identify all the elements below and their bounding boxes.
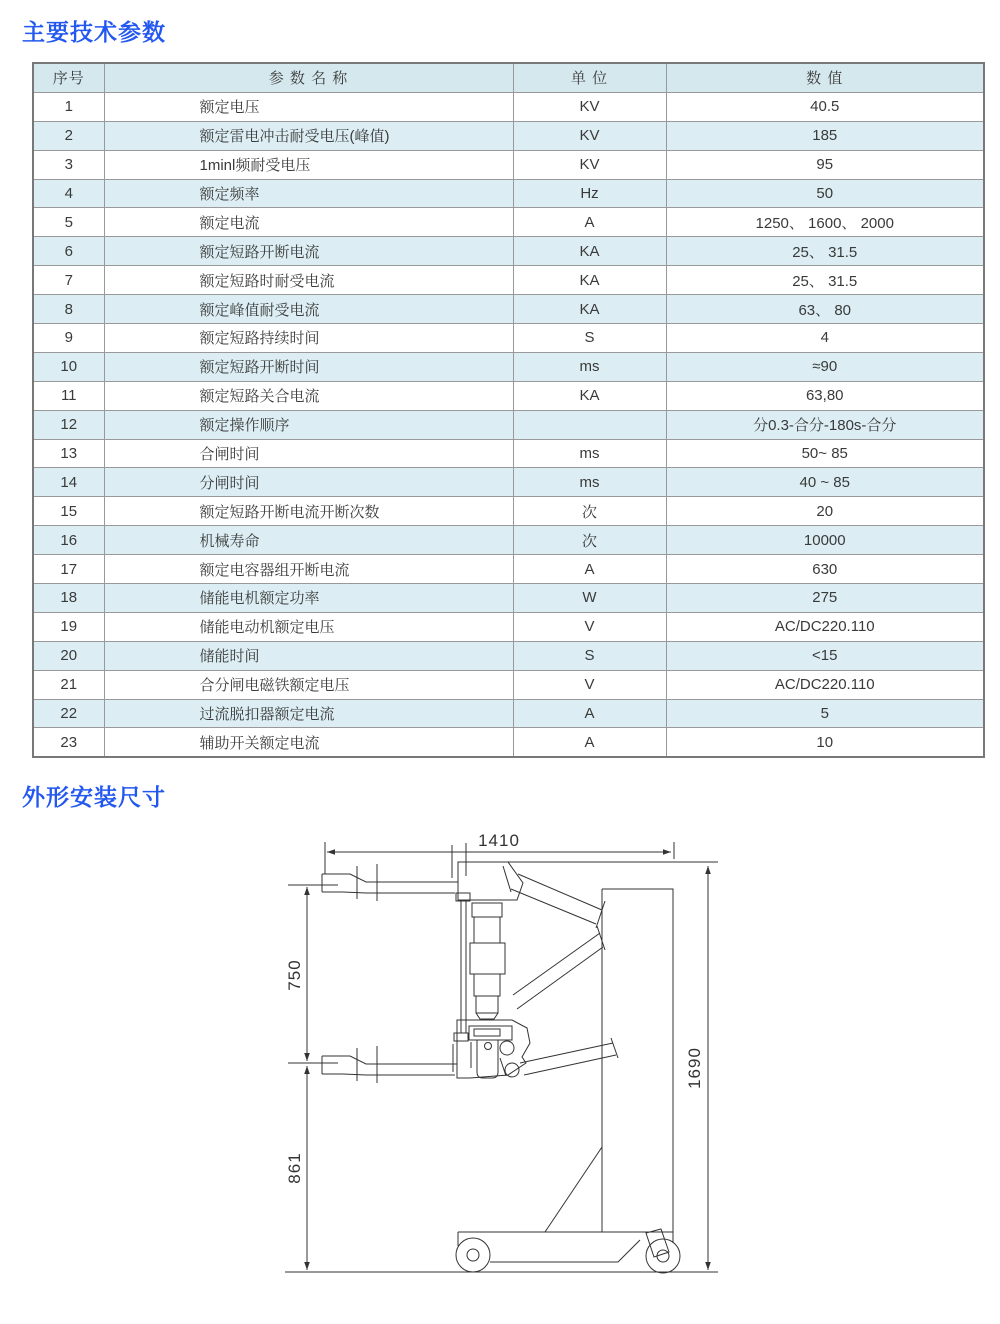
row-no: 21 [33, 670, 104, 699]
param-name: 额定频率 [104, 179, 513, 208]
param-value: 50~ 85 [666, 439, 984, 468]
row-no: 14 [33, 468, 104, 497]
param-unit: KV [513, 150, 666, 179]
param-unit: KV [513, 121, 666, 150]
row-no: 13 [33, 439, 104, 468]
row-no: 15 [33, 497, 104, 526]
row-no: 11 [33, 381, 104, 410]
param-unit: Hz [513, 179, 666, 208]
param-value: 1250、 1600、 2000 [666, 208, 984, 237]
param-name: 储能时间 [104, 641, 513, 670]
operating-mechanism [457, 1020, 530, 1078]
param-name: 额定短路开断时间 [104, 352, 513, 381]
param-name: 额定短路关合电流 [104, 381, 513, 410]
param-value: <15 [666, 641, 984, 670]
param-value: 10000 [666, 526, 984, 555]
param-unit [513, 410, 666, 439]
param-unit: A [513, 208, 666, 237]
table-row [33, 92, 984, 121]
table-row [33, 555, 984, 584]
table-row [33, 179, 984, 208]
dim-1690-label: 1690 [685, 1047, 704, 1089]
trolley-chassis [456, 1147, 680, 1273]
row-no: 17 [33, 555, 104, 584]
param-value: AC/DC220.110 [666, 612, 984, 641]
row-no: 18 [33, 584, 104, 613]
table-row [33, 699, 984, 728]
outline-drawing [270, 825, 740, 1295]
table-row [33, 410, 984, 439]
dim-861-label: 861 [285, 1152, 304, 1184]
param-value: 分0.3-合分-180s-合分 [666, 410, 984, 439]
param-name: 额定雷电冲击耐受电压(峰值) [104, 121, 513, 150]
param-name: 1minl频耐受电压 [104, 150, 513, 179]
param-unit: 次 [513, 526, 666, 555]
header-no: 序号 [33, 63, 104, 92]
param-value: 275 [666, 584, 984, 613]
table-row [33, 526, 984, 555]
table-row [33, 612, 984, 641]
table-header-row [33, 63, 984, 92]
row-no: 2 [33, 121, 104, 150]
table-row [33, 150, 984, 179]
param-name: 分闸时间 [104, 468, 513, 497]
param-name: 合闸时间 [104, 439, 513, 468]
header-name: 参 数 名 称 [104, 63, 513, 92]
param-unit: 次 [513, 497, 666, 526]
header-value: 数 值 [666, 63, 984, 92]
table-row [33, 266, 984, 295]
param-value: ≈90 [666, 352, 984, 381]
param-value: 5 [666, 699, 984, 728]
param-unit: S [513, 324, 666, 353]
param-name: 储能电动机额定电压 [104, 612, 513, 641]
param-name: 额定短路时耐受电流 [104, 266, 513, 295]
dim-750-label: 750 [285, 959, 304, 991]
param-value: 25、 31.5 [666, 266, 984, 295]
param-unit: ms [513, 439, 666, 468]
section-title-outline: 外形安装尺寸 [22, 784, 166, 810]
param-name: 辅助开关额定电流 [104, 728, 513, 757]
param-unit: V [513, 612, 666, 641]
param-value: 4 [666, 324, 984, 353]
param-unit: S [513, 641, 666, 670]
param-value: 25、 31.5 [666, 237, 984, 266]
param-name: 额定峰值耐受电流 [104, 295, 513, 324]
row-no: 10 [33, 352, 104, 381]
param-unit: W [513, 584, 666, 613]
param-unit: KA [513, 237, 666, 266]
table-row [33, 237, 984, 266]
table-row [33, 324, 984, 353]
param-name: 额定操作顺序 [104, 410, 513, 439]
middle-insulator-arm [513, 926, 605, 1009]
row-no: 16 [33, 526, 104, 555]
param-name: 额定电流 [104, 208, 513, 237]
row-no: 3 [33, 150, 104, 179]
param-unit: KA [513, 295, 666, 324]
table-row [33, 352, 984, 381]
param-name: 储能电机额定功率 [104, 584, 513, 613]
table-row [33, 208, 984, 237]
section-title-parameters: 主要技术参数 [22, 19, 166, 45]
row-no: 1 [33, 92, 104, 121]
param-name: 额定电压 [104, 92, 513, 121]
param-value: 40 ~ 85 [666, 468, 984, 497]
param-name: 机械寿命 [104, 526, 513, 555]
param-unit: A [513, 555, 666, 584]
param-value: 95 [666, 150, 984, 179]
table-row [33, 584, 984, 613]
param-name: 额定短路持续时间 [104, 324, 513, 353]
row-no: 19 [33, 612, 104, 641]
row-no: 8 [33, 295, 104, 324]
rear-wheel [646, 1239, 680, 1273]
param-value: 10 [666, 728, 984, 757]
table-row [33, 641, 984, 670]
param-unit: ms [513, 468, 666, 497]
param-unit: A [513, 699, 666, 728]
row-no: 20 [33, 641, 104, 670]
param-value: 40.5 [666, 92, 984, 121]
param-value: 63、 80 [666, 295, 984, 324]
dim-1410-label: 1410 [478, 831, 520, 850]
params-tbody [33, 92, 984, 757]
param-name: 合分闸电磁铁额定电压 [104, 670, 513, 699]
frame-cabinet [602, 889, 673, 1232]
table-row [33, 728, 984, 757]
param-value: 50 [666, 179, 984, 208]
param-unit: ms [513, 352, 666, 381]
param-unit: V [513, 670, 666, 699]
lower-terminal-arm [322, 1042, 471, 1083]
row-no: 9 [33, 324, 104, 353]
table-row [33, 295, 984, 324]
param-unit: KA [513, 266, 666, 295]
param-name: 额定电容器组开断电流 [104, 555, 513, 584]
row-no: 23 [33, 728, 104, 757]
row-no: 22 [33, 699, 104, 728]
param-unit: A [513, 728, 666, 757]
table-row [33, 497, 984, 526]
param-name: 额定短路开断电流 [104, 237, 513, 266]
param-value: 185 [666, 121, 984, 150]
table-row [33, 121, 984, 150]
table-row [33, 468, 984, 497]
param-value: 20 [666, 497, 984, 526]
param-unit: KA [513, 381, 666, 410]
row-no: 7 [33, 266, 104, 295]
param-name: 额定短路开断电流开断次数 [104, 497, 513, 526]
lower-insulator-arm [520, 1038, 618, 1075]
support-plate [454, 893, 470, 1041]
param-value: AC/DC220.110 [666, 670, 984, 699]
row-no: 5 [33, 208, 104, 237]
table-row [33, 670, 984, 699]
row-no: 12 [33, 410, 104, 439]
vacuum-interrupter [470, 903, 505, 1019]
param-unit: KV [513, 92, 666, 121]
pole-head [458, 862, 523, 900]
front-wheel [456, 1238, 490, 1272]
param-name: 过流脱扣器额定电流 [104, 699, 513, 728]
parameters-table [32, 62, 985, 758]
breaker-side-view [285, 843, 718, 1273]
param-value: 63,80 [666, 381, 984, 410]
row-no: 4 [33, 179, 104, 208]
table-row [33, 439, 984, 468]
row-no: 6 [33, 237, 104, 266]
table-row [33, 381, 984, 410]
header-unit: 单 位 [513, 63, 666, 92]
param-value: 630 [666, 555, 984, 584]
